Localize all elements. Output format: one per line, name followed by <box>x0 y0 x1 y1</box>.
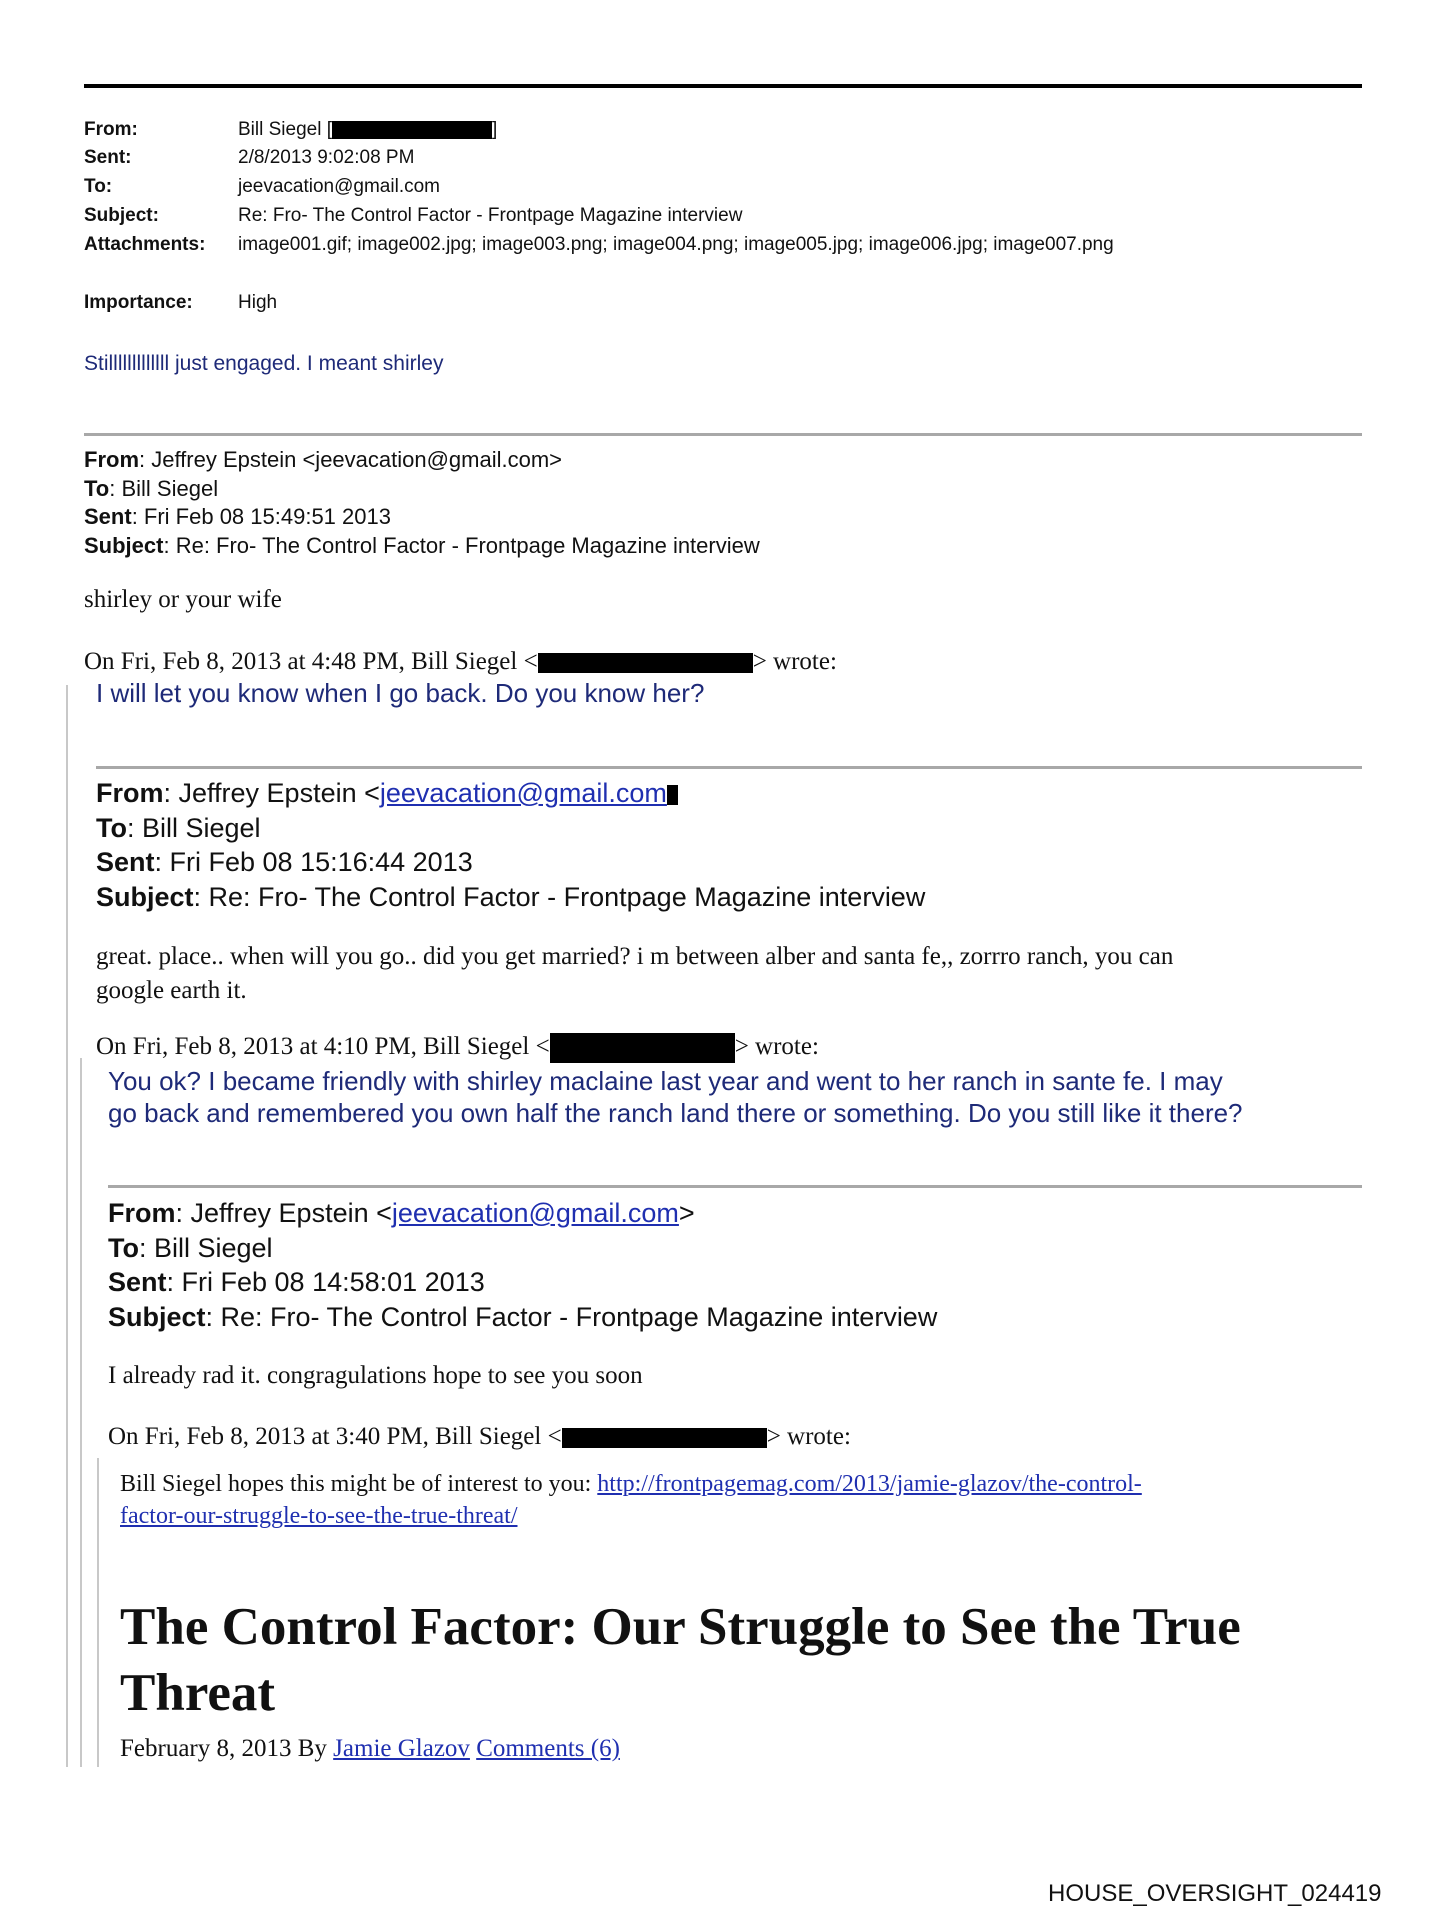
redaction <box>667 785 678 805</box>
msg3-email-link[interactable]: jeevacation@gmail.com <box>391 1198 679 1228</box>
redaction <box>562 1428 767 1448</box>
msg3-body: I already rad it. congragulations hope to see you soon <box>108 1362 643 1389</box>
msg3-to: To: Bill Siegel <box>108 1232 273 1263</box>
share-block: Bill Siegel hopes this might be of interest to you: http://frontpagemag.com/2013/jamie-glazov/the-control- factor-our-struggle-to-see-the-true-threat/ <box>120 1471 1142 1529</box>
msg1-quoted: I will let you know when I go back. Do you know her? <box>96 678 705 708</box>
msg3-subject: Subject: Re: Fro- The Control Factor - Frontpage Magazine interview <box>108 1301 938 1332</box>
msg2-to: To: Bill Siegel <box>96 812 261 843</box>
divider <box>108 1185 1362 1188</box>
comments-link[interactable]: Comments (6) <box>476 1735 620 1762</box>
msg2-headers <box>96 776 925 914</box>
msg1-headers <box>84 446 760 560</box>
divider <box>84 433 1362 436</box>
msg2-quoted: You ok? I became friendly with shirley maclaine last year and went to her ranch in sante fe. I may go back and remembered you own half the ranch land there or something. Do you still like it there? <box>108 1066 1243 1128</box>
article-link-part2[interactable]: factor-our-struggle-to-see-the-true-threat/ <box>120 1503 518 1529</box>
msg1-sent: Sent: Fri Feb 08 15:49:51 2013 <box>84 504 391 529</box>
msg2-email-link[interactable]: jeevacation@gmail.com <box>379 778 667 808</box>
msg3-sent: Sent: Fri Feb 08 14:58:01 2013 <box>108 1267 485 1297</box>
quote-bar-level1 <box>66 685 68 1767</box>
msg1-subject: Subject: Re: Fro- The Control Factor - Frontpage Magazine interview <box>84 532 760 558</box>
msg1-from: From: Jeffrey Epstein <jeevacation@gmail.com> <box>84 447 563 472</box>
msg2-subject: Subject: Re: Fro- The Control Factor - Frontpage Magazine interview <box>96 881 926 912</box>
redaction <box>538 653 753 673</box>
quote-bar-level2 <box>80 1058 82 1767</box>
article-link-part1[interactable]: http://frontpagemag.com/2013/jamie-glazov/the-control- <box>597 1471 1142 1497</box>
article-title: The Control Factor: Our Struggle to See the True Threat <box>120 1598 1241 1722</box>
msg3-wrote-line: On Fri, Feb 8, 2013 at 3:40 PM, Bill Siegel < > wrote: <box>108 1423 851 1450</box>
article-byline: February 8, 2013 By Jamie Glazov Comments (6) <box>120 1735 620 1762</box>
top-rule <box>84 84 1362 88</box>
msg2-sent: Sent: Fri Feb 08 15:16:44 2013 <box>96 847 473 877</box>
msg1-to: To: Bill Siegel <box>84 475 219 501</box>
document-id: HOUSE_OVERSIGHT_024419 <box>1048 1880 1382 1907</box>
author-link[interactable]: Jamie Glazov <box>333 1735 470 1762</box>
reply-text: Stilllllllllllll just engaged. I meant shirley <box>84 352 444 375</box>
msg2-body: great. place.. when will you go.. did you get married? i m between alber and santa fe,, zorrro ranch, you can google earth it. <box>96 943 1174 1004</box>
redaction <box>550 1033 735 1063</box>
divider <box>96 766 1362 769</box>
msg1-wrote-line: On Fri, Feb 8, 2013 at 4:48 PM, Bill Siegel < > wrote: <box>84 648 837 675</box>
msg2-wrote-line: On Fri, Feb 8, 2013 at 4:10 PM, Bill Siegel < > wrote: <box>96 1033 819 1063</box>
quote-bar-level3 <box>97 1458 99 1767</box>
msg3-from: From: Jeffrey Epstein <jeevacation@gmail.com> <box>108 1198 695 1228</box>
redaction <box>332 121 492 139</box>
msg1-body: shirley or your wife <box>84 586 282 613</box>
msg2-from: From: Jeffrey Epstein <jeevacation@gmail.com <box>96 776 925 811</box>
msg3-headers <box>108 1196 937 1334</box>
